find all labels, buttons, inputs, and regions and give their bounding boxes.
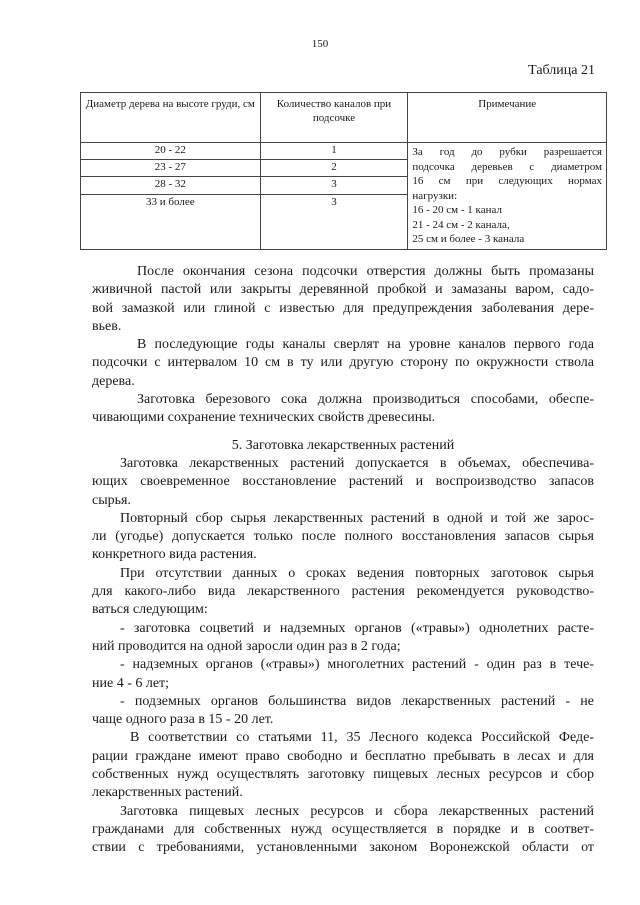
text-line: рации граждане имеют право свободно и бесплатно пребывать в лесах и для: [92, 748, 594, 764]
table-cell-diameter: 23 - 27: [81, 160, 261, 177]
note-line: 16 - 20 см - 1 канал: [412, 204, 502, 216]
text-line: ваться следующим:: [92, 602, 208, 618]
text-line: подсочки с интервалом 10 см в ту или другую сторону по окружности ствола: [92, 355, 594, 371]
paragraph: [92, 455, 594, 510]
note-line: 16 см при следующих нормах: [412, 175, 602, 187]
text-line: При отсутствии данных о сроках ведения повторных заготовок сырья: [120, 565, 594, 581]
table-cell-note: [408, 143, 607, 250]
header-channels: Количество каналов при подсочке: [260, 93, 408, 143]
note-line: За год до рубки разрешается: [412, 146, 602, 158]
text-line: ющих своевременное восстановление растений и воспроизводство запасов: [92, 474, 594, 490]
table-caption: Таблица 21: [528, 63, 595, 78]
text-line: В соответствии со статьями 11, 35 Лесного кодекса Российской Феде-: [130, 730, 594, 746]
text-line: В последующие годы каналы сверлят на уровне каналов первого года: [137, 337, 594, 353]
note-line: нагрузки:: [412, 189, 458, 202]
text-line: для какого-либо вида лекарственного растения рекомендуется руководство-: [92, 584, 594, 600]
table-cell-channels: 3: [260, 194, 408, 249]
text-line: гражданами для собственных нужд осуществляется в порядке и в соответ-: [92, 821, 594, 837]
paragraph: [92, 336, 594, 391]
text-line: вьев.: [92, 318, 122, 334]
text-line: - подземных органов большинства видов лекарственных растений - не: [120, 693, 594, 709]
table-cell-channels: 1: [260, 143, 408, 160]
text-line: собственных нужд осуществлять заготовку пищевых лесных ресурсов и сбор: [92, 767, 594, 783]
note-line: подсочка деревьев с диаметром: [412, 160, 602, 173]
table-cell-channels: 3: [260, 177, 408, 194]
header-diameter: Диаметр дерева на высоте груди, см: [81, 93, 261, 143]
text-line: чаще одного раза в 15 - 20 лет.: [92, 712, 274, 728]
paragraph: [92, 263, 594, 336]
text-line: После окончания сезона подсочки отверстия должны быть промазаны: [137, 264, 594, 279]
table-cell-diameter: 28 - 32: [81, 177, 261, 194]
body-text: [92, 263, 594, 858]
text-line: ние 4 - 6 лет;: [92, 675, 170, 691]
text-line: ствии с требованиями, установленными законом Воронежской области от: [92, 840, 594, 856]
page-number: 150: [311, 38, 329, 50]
tapping-norms-table: [80, 92, 607, 250]
text-line: Заготовка пищевых лесных ресурсов и сбора лекарственных растений: [120, 803, 594, 819]
text-line: вой замазкой или глиной с известью для предупреждения заболевания дере-: [92, 300, 594, 316]
text-line: Заготовка березового сока должна производиться способами, обеспе-: [137, 392, 594, 408]
text-line: дерева.: [92, 373, 135, 389]
paragraph: [92, 620, 594, 657]
header-note: Примечание: [408, 93, 607, 143]
text-line: - заготовка соцветий и надземных органов («травы») однолетних расте-: [120, 620, 594, 636]
spacer: [92, 428, 594, 437]
text-line: ли (угодье) допускается только после полного восстановления запасов сырья: [92, 529, 594, 545]
table-cell-channels: 2: [260, 160, 408, 177]
text-line: ний проводится на одной заросли один раз в 2 года;: [92, 638, 401, 654]
text-line: Заготовка лекарственных растений допускается в объемах, обеспечива-: [120, 455, 594, 471]
text-line: конкретного вида растения.: [92, 547, 257, 563]
paragraph: [92, 656, 594, 693]
paragraph: [92, 565, 594, 620]
note-line: 25 см и более - 3 канала: [412, 233, 525, 245]
paragraph: [92, 729, 594, 802]
text-line: Повторный сбор сырья лекарственных растений в одной и той же зарос-: [120, 510, 594, 526]
section-heading: 5. Заготовка лекарственных растений: [231, 437, 455, 453]
text-line: живичной пастой или закрыты деревянной пробкой и замазаны варом, садо-: [92, 282, 594, 298]
text-line: лекарственных растений.: [92, 785, 243, 801]
table-cell-diameter: 33 и более: [81, 194, 261, 249]
paragraph: [92, 693, 594, 730]
paragraph: [92, 803, 594, 858]
paragraph: [92, 391, 594, 428]
table-cell-diameter: 20 - 22: [81, 143, 261, 160]
text-line: чивающими сохранение технических свойств древесины.: [92, 410, 436, 426]
paragraph: [92, 510, 594, 565]
text-line: сырья.: [92, 492, 131, 508]
note-line: 21 - 24 см - 2 канала,: [412, 218, 510, 231]
text-line: - надземных органов («травы») многолетних растений - один раз в тече-: [120, 657, 594, 673]
